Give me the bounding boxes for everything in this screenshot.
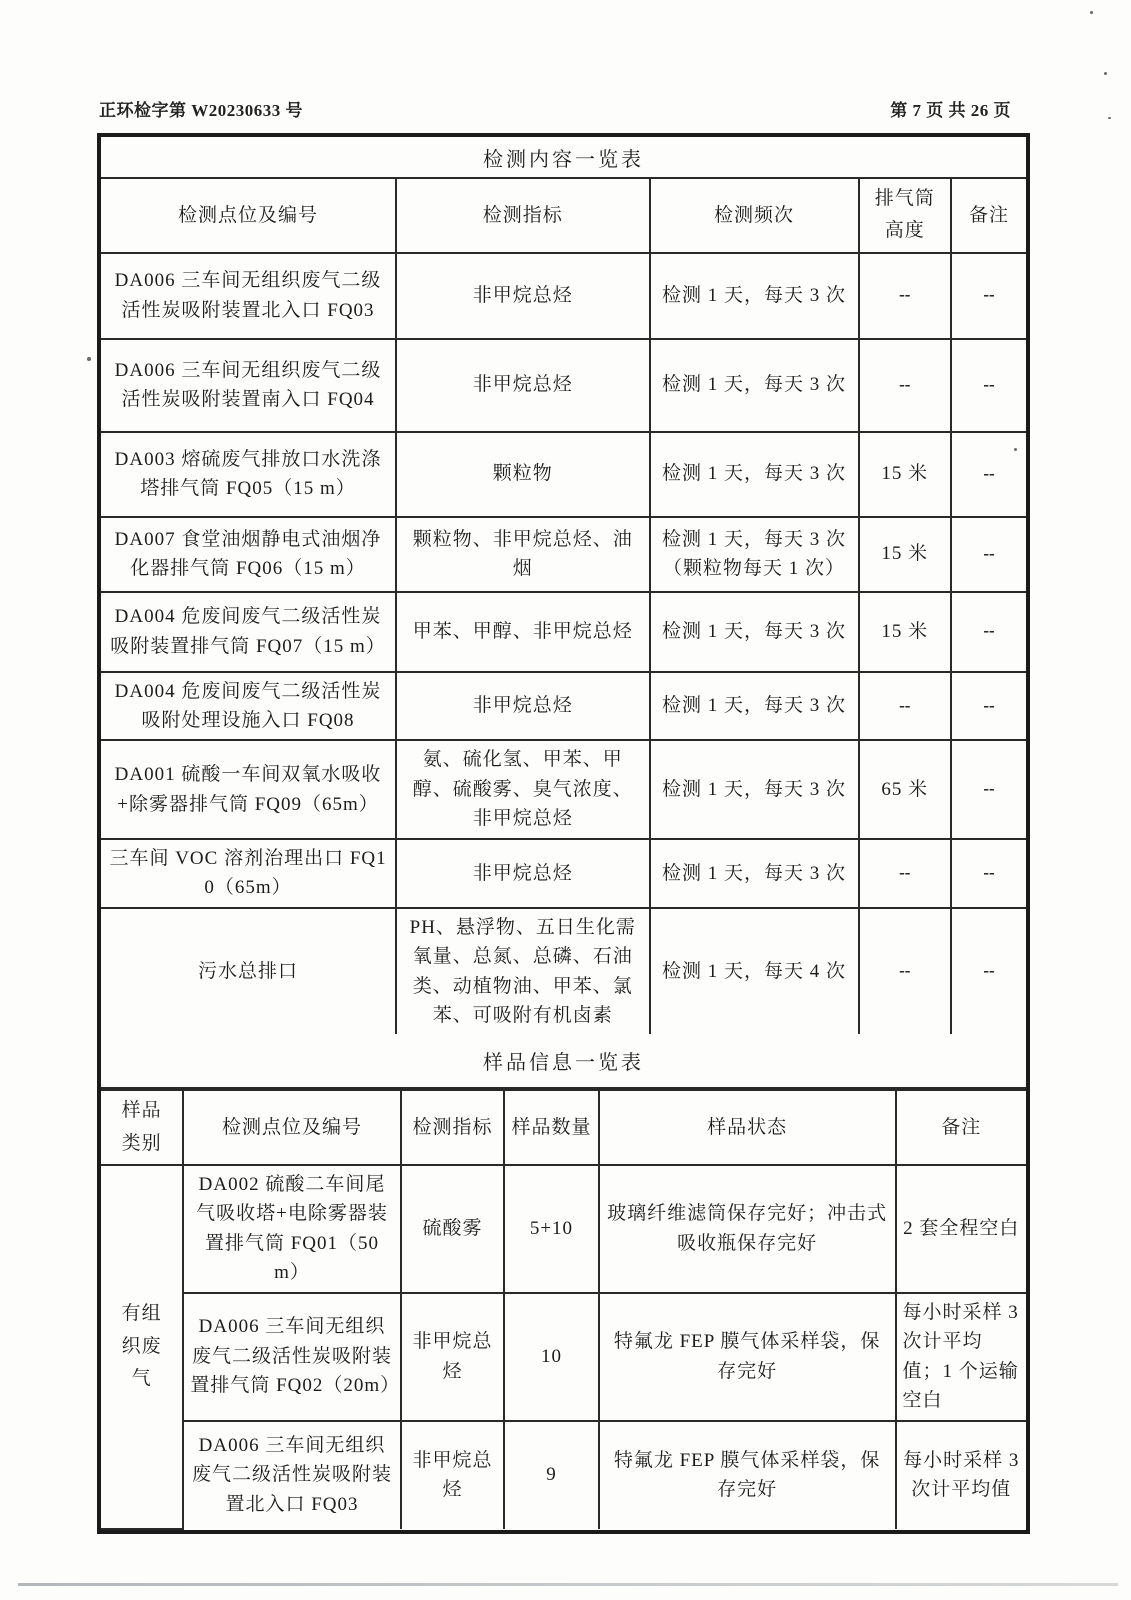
cell-indicator: 甲苯、甲醇、非甲烷总烃 <box>396 592 649 672</box>
col-header-stack-height-label: 排气筒高度 <box>874 188 935 242</box>
cell-indicator: 氨、硫化氢、甲苯、甲醇、硫酸雾、臭气浓度、非甲烷总烃 <box>396 740 649 838</box>
scan-speckle <box>1014 448 1017 451</box>
cell-stack-height: 15 米 <box>859 517 952 592</box>
table-row <box>101 839 1026 908</box>
col-header-sample-category <box>101 1090 183 1165</box>
cell-point: 污水总排口 <box>101 908 396 1035</box>
cell-stack-height: 15 米 <box>859 592 952 672</box>
cell-point: 三车间 VOC 溶剂治理出口 FQ10（65m） <box>101 839 396 908</box>
table-row <box>101 1165 1026 1293</box>
cell-indicator: 颗粒物 <box>396 432 649 517</box>
table2-title: 样品信息一览表 <box>101 1034 1026 1089</box>
cell-remark: -- <box>951 253 1026 339</box>
cell-remark: -- <box>951 908 1026 1035</box>
col-header-quantity: 样品数量 <box>504 1090 598 1165</box>
cell-remark: -- <box>951 839 1026 908</box>
table2-header-row <box>101 1090 1026 1165</box>
cell-remark: -- <box>951 432 1026 517</box>
cell-stack-height: -- <box>859 339 952 432</box>
cell-point: DA002 硫酸二车间尾气吸收塔+电除雾器装置排气筒 FQ01（50 m） <box>183 1165 400 1293</box>
cell-indicator: 非甲烷总烃 <box>396 339 649 432</box>
cell-stack-height: -- <box>859 672 952 741</box>
cell-point: DA006 三车间无组织废气二级活性炭吸附装置排气筒 FQ02（20m） <box>183 1293 400 1421</box>
table-row <box>101 908 1026 1035</box>
cell-status: 玻璃纤维滤筒保存完好；冲击式吸收瓶保存完好 <box>599 1165 896 1293</box>
monitoring-content-table <box>101 179 1026 1034</box>
cell-indicator: 非甲烷总烃 <box>401 1421 505 1529</box>
table-row <box>101 339 1026 432</box>
col-header-remark: 备注 <box>896 1090 1026 1165</box>
cell-frequency: 检测 1 天，每天 3 次 <box>650 740 859 838</box>
cell-indicator: PH、悬浮物、五日生化需氧量、总氮、总磷、石油类、动植物油、甲苯、氯苯、可吸附有机卤素 <box>396 908 649 1035</box>
cell-indicator: 颗粒物、非甲烷总烃、油烟 <box>396 517 649 592</box>
col-header-point: 检测点位及编号 <box>101 179 396 253</box>
cell-frequency: 检测 1 天，每天 3 次 <box>650 839 859 908</box>
cell-status: 特氟龙 FEP 膜气体采样袋，保存完好 <box>599 1293 896 1421</box>
col-header-status: 样品状态 <box>599 1090 896 1165</box>
sample-category-label: 有组织废气 <box>121 1303 162 1389</box>
table-row <box>101 672 1026 741</box>
cell-indicator: 非甲烷总烃 <box>401 1293 505 1421</box>
table-row <box>101 517 1026 592</box>
col-header-frequency: 检测频次 <box>650 179 859 253</box>
table1-header-row <box>101 179 1026 253</box>
cell-point: DA006 三车间无组织废气二级活性炭吸附装置北入口 FQ03 <box>101 253 396 339</box>
cell-remark: 每小时采样 3 次计平均值；1 个运输空白 <box>896 1293 1026 1421</box>
cell-point: DA007 食堂油烟静电式油烟净化器排气筒 FQ06（15 m） <box>101 517 396 592</box>
cell-stack-height: -- <box>859 253 952 339</box>
doc-number: 正环检字第 W20230633 号 <box>99 101 303 120</box>
cell-point: DA003 熔硫废气排放口水洗涤塔排气筒 FQ05（15 m） <box>101 432 396 517</box>
cell-remark: -- <box>951 339 1026 432</box>
cell-remark: -- <box>951 592 1026 672</box>
table1-title: 检测内容一览表 <box>101 137 1026 179</box>
scan-speckle <box>1104 72 1107 75</box>
cell-frequency: 检测 1 天，每天 3 次 <box>650 592 859 672</box>
page-indicator: 第 7 页 共 26 页 <box>890 101 1011 120</box>
cell-status: 特氟龙 FEP 膜气体采样袋，保存完好 <box>599 1421 896 1529</box>
page-edge-shadow <box>18 1583 1118 1586</box>
cell-stack-height: 15 米 <box>859 432 952 517</box>
table-row <box>101 1421 1026 1529</box>
cell-frequency: 检测 1 天，每天 3 次 <box>650 253 859 339</box>
scan-speckle <box>1108 117 1111 119</box>
cell-quantity: 5+10 <box>504 1165 598 1293</box>
table-row <box>101 740 1026 838</box>
col-header-point: 检测点位及编号 <box>183 1090 400 1165</box>
col-header-stack-height <box>859 179 952 253</box>
cell-frequency: 检测 1 天，每天 3 次 <box>650 339 859 432</box>
page-header <box>99 96 1011 121</box>
cell-point: DA004 危废间废气二级活性炭吸附装置排气筒 FQ07（15 m） <box>101 592 396 672</box>
cell-point: DA006 三车间无组织废气二级活性炭吸附装置北入口 FQ03 <box>183 1421 400 1529</box>
col-header-indicator: 检测指标 <box>401 1090 505 1165</box>
cell-point: DA001 硫酸一车间双氧水吸收+除雾器排气筒 FQ09（65m） <box>101 740 396 838</box>
cell-frequency: 检测 1 天，每天 4 次 <box>650 908 859 1035</box>
cell-frequency: 检测 1 天，每天 3 次（颗粒物每天 1 次） <box>650 517 859 592</box>
cell-stack-height: -- <box>859 839 952 908</box>
cell-indicator: 硫酸雾 <box>401 1165 505 1293</box>
cell-indicator: 非甲烷总烃 <box>396 253 649 339</box>
sample-info-table <box>101 1089 1026 1529</box>
cell-frequency: 检测 1 天，每天 3 次 <box>650 672 859 741</box>
cell-quantity: 10 <box>504 1293 598 1421</box>
cell-point: DA006 三车间无组织废气二级活性炭吸附装置南入口 FQ04 <box>101 339 396 432</box>
cell-frequency: 检测 1 天，每天 3 次 <box>650 432 859 517</box>
cell-remark: -- <box>951 672 1026 741</box>
scan-speckle <box>1090 11 1093 14</box>
cell-sample-category <box>101 1165 183 1529</box>
cell-remark: 2 套全程空白 <box>896 1165 1026 1293</box>
col-header-remark: 备注 <box>951 179 1026 253</box>
cell-indicator: 非甲烷总烃 <box>396 839 649 908</box>
cell-quantity: 9 <box>504 1421 598 1529</box>
table-row <box>101 592 1026 672</box>
table-row <box>101 1293 1026 1421</box>
col-header-indicator: 检测指标 <box>396 179 649 253</box>
cell-remark: -- <box>951 517 1026 592</box>
cell-point: DA004 危废间废气二级活性炭吸附处理设施入口 FQ08 <box>101 672 396 741</box>
cell-stack-height: 65 米 <box>859 740 952 838</box>
cell-stack-height: -- <box>859 908 952 1035</box>
cell-indicator: 非甲烷总烃 <box>396 672 649 741</box>
table-row <box>101 432 1026 517</box>
inspection-report-grid <box>97 133 1030 1534</box>
table-row <box>101 253 1026 339</box>
scan-speckle <box>87 357 91 361</box>
cell-remark: 每小时采样 3 次计平均值 <box>896 1421 1026 1529</box>
cell-remark: -- <box>951 740 1026 838</box>
col-header-sample-category-label: 样品类别 <box>121 1100 162 1154</box>
